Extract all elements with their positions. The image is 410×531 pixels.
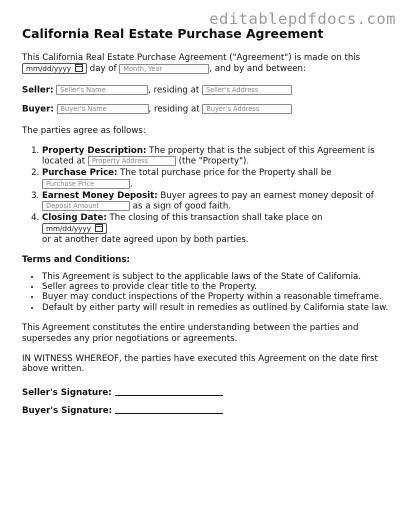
- list-item: • Buyer may conduct inspections of the Property within a reasonable timeframe.: [42, 292, 390, 302]
- seller-signature-label: Seller's Signature:: [22, 387, 112, 398]
- seller-name-field[interactable]: Seller's Name: [56, 85, 148, 95]
- buyer-signature-row: [22, 406, 390, 416]
- closing-label: Closing Date:: [42, 212, 107, 223]
- deposit-label: Earnest Money Deposit:: [42, 190, 158, 201]
- price-label: Purchase Price:: [42, 168, 118, 179]
- watermark: editablepdfdocs.com: [209, 10, 396, 28]
- buyer-label: Buyer:: [22, 104, 54, 115]
- purchase-price-field[interactable]: Purchase Price: [42, 179, 130, 189]
- buyer-row: [22, 104, 390, 115]
- buyer-signature-line[interactable]: [115, 413, 223, 414]
- day-of-text: day of: [89, 64, 117, 75]
- month-year-field[interactable]: Month, Year: [119, 64, 209, 74]
- seller-row: [22, 85, 390, 96]
- list-item: 3. Earnest Money Deposit: Buyer agrees to pay an earnest money deposit of Deposit Amount as a sign of good faith.: [42, 191, 390, 212]
- terms-list: [22, 146, 390, 245]
- intro-paragraph: [22, 53, 390, 75]
- property-address-field[interactable]: Property Address: [88, 156, 176, 166]
- conditions-list: [22, 272, 390, 314]
- seller-address-field[interactable]: Seller's Address: [202, 85, 292, 95]
- terms-heading: Terms and Conditions:: [22, 255, 130, 266]
- list-item: 1. Property Description: The property that is the subject of this Agreement is located at Property Address (the "Property").: [42, 146, 390, 167]
- list-item: • This Agreement is subject to the applicable laws of the State of California.: [42, 272, 390, 282]
- buyer-name-field[interactable]: Buyer's Name: [57, 104, 149, 114]
- calendar-icon: [75, 64, 83, 72]
- list-item: 2. Purchase Price: The total purchase price for the Property shall be Purchase Price .: [42, 168, 390, 189]
- agree-text: The parties agree as follows:: [22, 125, 146, 136]
- list-item: • Default by either party will result in remedies as outlined by California state law.: [42, 303, 390, 313]
- seller-residing-text: , residing at: [148, 85, 200, 96]
- agreement-date-input[interactable]: mm/dd/yyyy: [22, 63, 87, 74]
- list-item: 4. Closing Date: The closing of this transaction shall take place on mm/dd/yyyy or at another date agreed upon by both parties.: [42, 213, 390, 245]
- seller-signature-line[interactable]: [115, 395, 223, 396]
- buyer-address-field[interactable]: Buyer's Address: [202, 104, 292, 114]
- seller-label: Seller:: [22, 85, 54, 96]
- list-item: • Seller agrees to provide clear title to the Property.: [42, 282, 390, 292]
- buyer-residing-text: , residing at: [148, 104, 200, 115]
- entire-agreement-text: This Agreement constitutes the entire understanding between the parties and supersedes any prior negotiations or agreements.: [22, 323, 359, 344]
- agreement-document: [22, 27, 390, 425]
- intro-text: This California Real Estate Purchase Agreement ("Agreement") is made on this: [22, 53, 361, 63]
- property-label: Property Description:: [42, 146, 147, 157]
- document-title: California Real Estate Purchase Agreement: [22, 26, 324, 41]
- witness-text: IN WITNESS WHEREOF, the parties have executed this Agreement on the date first above written.: [22, 354, 378, 375]
- seller-signature-row: [22, 388, 390, 398]
- calendar-icon: [95, 224, 103, 232]
- buyer-signature-label: Buyer's Signature:: [22, 406, 113, 417]
- closing-date-input[interactable]: mm/dd/yyyy: [42, 223, 107, 234]
- deposit-amount-field[interactable]: Deposit Amount: [42, 201, 130, 211]
- intro-tail: , and by and between:: [209, 64, 306, 75]
